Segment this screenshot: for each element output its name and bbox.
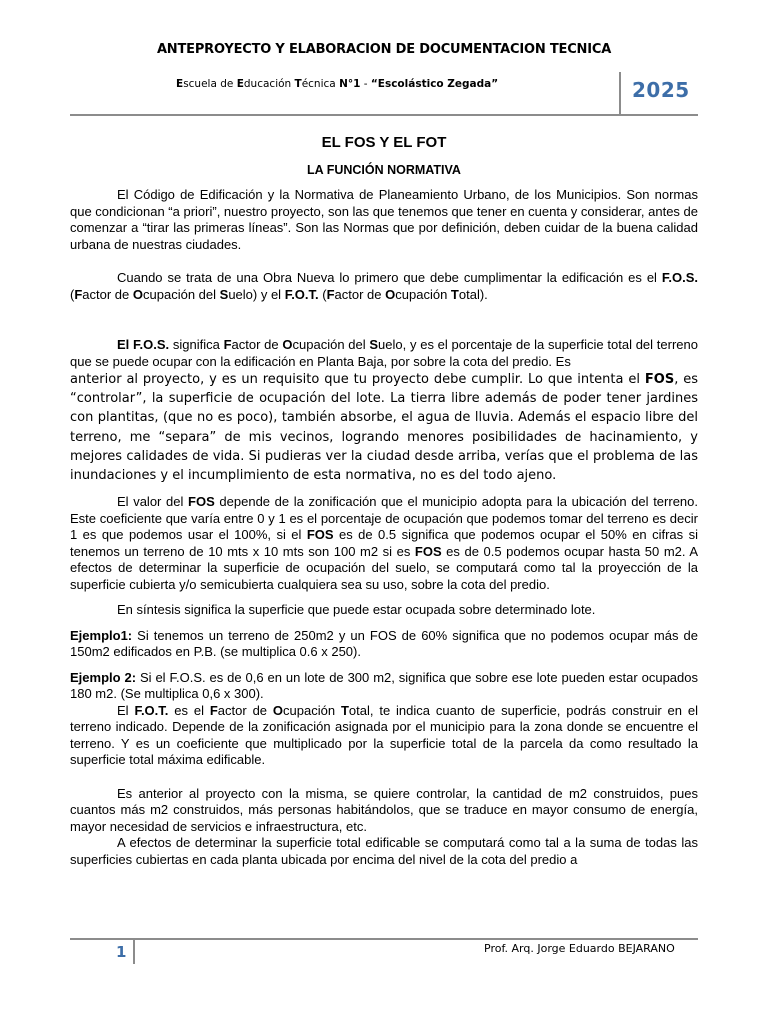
paragraph-sintesis: En síntesis significa la superficie que puede estar ocupada sobre determinado lote. (117, 602, 596, 618)
paragraph-fot-purpose: Es anterior al proyecto con la misma, se quiere controlar, la cantidad de m2 construidos, pues cuantos más m2 construidos, más personas habitándolos, que se traduce en mayor consumo de energía, mayor necesidad de servicios e infraestructura, etc. (70, 785, 698, 834)
paragraph-fos-value: El valor del FOS depende de la zonificación que el municipio adopta para la ubicación del terreno. Este coeficiente que varía entre 0 y 1 es el porcentaje de ocupación que podemos tomar del terreno es decir 1 es que podemos usar el 100%, si el FOS es de 0.5 significa que podemos ocupar el 50% en cifras si tenemos un terreno de 10 mts x 10 mts son 100 m2 si es FOS es de 0.5 podemos ocupar hasta 50 m2. A efectos de determinar la superficie de ocupación del suelo, se computará como tal la proyección de la superficie cubierta y/o semicubierta cualquiera sea su uso, sobre la cota del predio. (70, 494, 698, 592)
header-title: ANTEPROYECTO Y ELABORACION DE DOCUMENTACION TECNICA (156, 42, 612, 57)
paragraph-fot-definition: El F.O.T. es el Factor de Ocupación Total, te indica cuanto de superficie, podrás construir en el terreno indicado. Depende de la zonificación asignada por el municipio para la zona donde se encuentre el terreno. Y es un coeficiente que multiplicado por la superficie total de la parcela da como resultado la superficie total máxima edificable. (70, 702, 698, 768)
footer-author: Prof. Arq. Jorge Eduardo BEJARANO (484, 942, 675, 955)
document-title: EL FOS Y EL FOT (321, 134, 447, 151)
paragraph-intro: El Código de Edificación y la Normativa de Planeamiento Urbano, de los Municipios. Son normas que condicionan “a priori”, nuestro proyecto, son las que tenemos que tener en cuenta y considerar, antes de comenzar a “tirar las primeras líneas”. Son las Normas que por definición, deben cuidar de la buena calidad urbana de nuestras ciudades. (70, 187, 698, 252)
footer-divider-vertical (133, 940, 135, 964)
example-1: Ejemplo1: Si tenemos un terreno de 250m2 y un FOS de 60% significa que no podemos ocupar más de 150m2 edificados en P.B. (se multiplica 0.6 x 250). (70, 627, 698, 660)
example-2: Ejemplo 2: Si el F.O.S. es de 0,6 en un lote de 300 m2, significa que sobre ese lote pueden estar ocupados 180 m2. (Se multiplica 0,6 x 300). (70, 669, 698, 702)
document-body (70, 128, 698, 868)
paragraph-obra-nueva: Cuando se trata de una Obra Nueva lo primero que debe cumplimentar la edificación es el F.O.S. (Factor de Ocupación del Suelo) y el F.O.T. (Factor de Ocupación Total). (70, 270, 698, 302)
page-number: 1 (116, 943, 127, 961)
school-name: Escuela de Educación Técnica N°1 - “Escolástico Zegada” (176, 78, 499, 90)
paragraph-fos-purpose: anterior al proyecto, y es un requisito que tu proyecto debe cumplir. Lo que intenta el FOS, es “controlar”, la superficie de ocupación del lote. La tierra libre además de poder tener jardines con plantitas, (que no es poco), también absorbe, el agua de lluvia. Además el espacio libre del terreno, me “separa” de mis vecinos, logrando menores posibilidades de hacinamiento, y mejores calidades de vida. Si pudieras ver la ciudad desde arriba, verías que el problema de las inundaciones y el incumplimiento de esta normativa, no es del todo ajeno. (70, 372, 698, 484)
paragraph-fos-definition: El F.O.S. significa Factor de Ocupación del Suelo, y es el porcentaje de la superficie total del terreno que se puede ocupar con la edificación en Planta Baja, por sobre la cota del predio. Es (70, 337, 698, 369)
header-divider (70, 114, 698, 116)
paragraph-fot-computation: A efectos de determinar la superficie total edificable se computará como tal a la suma de todas las superficies cubiertas en cada planta ubicada por encima del nivel de la cota del predio a (70, 835, 698, 867)
header-divider-vertical (619, 72, 621, 116)
footer-divider (70, 938, 698, 940)
header-year: 2025 (632, 78, 690, 102)
document-subtitle: LA FUNCIÓN NORMATIVA (307, 163, 461, 177)
